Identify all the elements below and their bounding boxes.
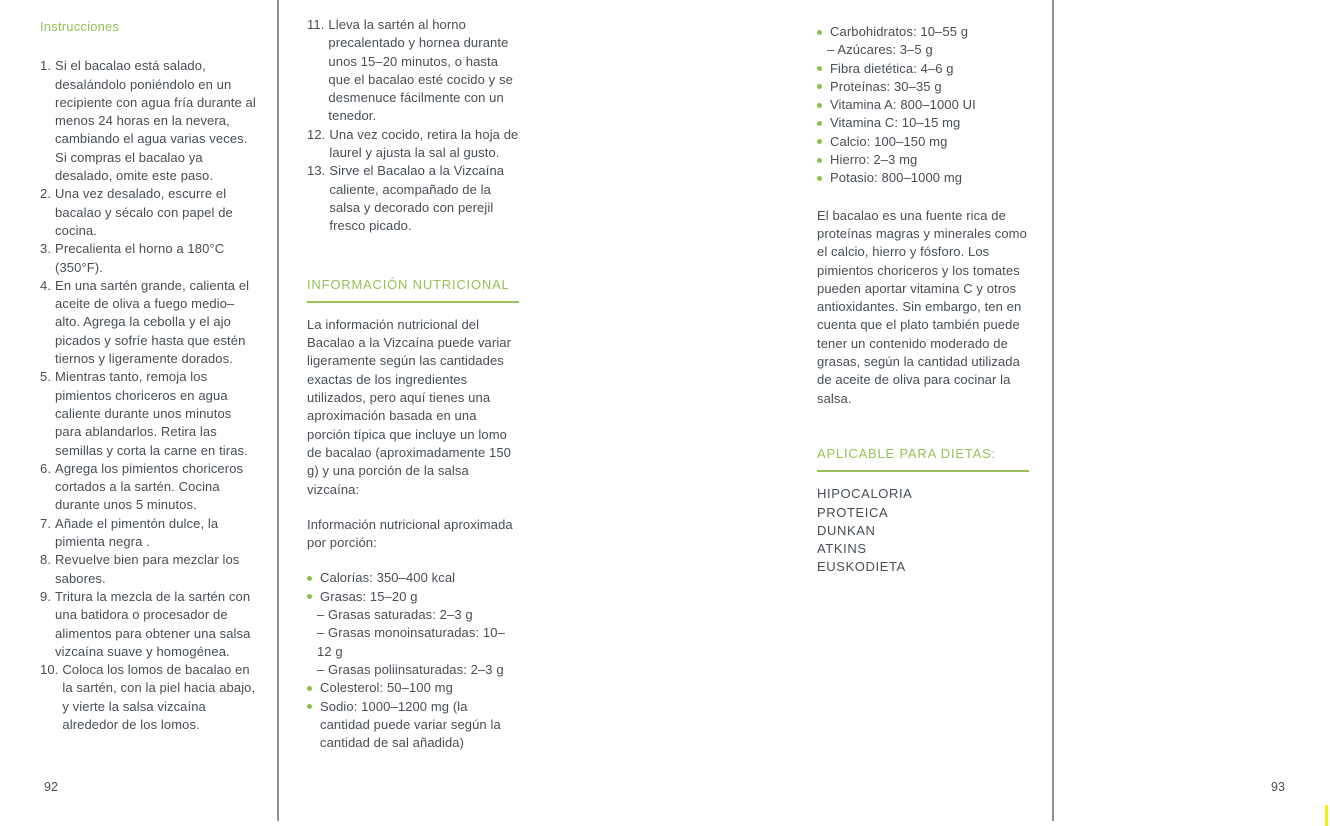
nutrition-continued-column (817, 23, 1029, 577)
nutrition-item (307, 606, 519, 624)
step-number: 11. (307, 17, 325, 32)
instructions-column (40, 18, 256, 734)
nutrition-item-text: Proteínas: 30–35 g (830, 78, 942, 94)
instruction-step (40, 551, 256, 588)
bullet-dot-icon (817, 176, 822, 181)
diets-section-heading: APLICABLE PARA DIETAS: (817, 445, 1029, 472)
instruction-step (307, 16, 519, 126)
step-text: En una sartén grande, calienta el aceite de oliva a fuego medio–alto. Agrega la cebolla y el ajo picados y sofríe hasta que estén tiernos y ligeramente dorados. (55, 277, 250, 367)
bullet-dot-icon (817, 84, 822, 89)
nutrition-item-text: Hierro: 2–3 mg (830, 152, 918, 168)
nutrition-item-text: – Grasas monoinsaturadas: 10–12 g (317, 625, 505, 659)
nutrition-item-text: Grasas: 15–20 g (320, 588, 418, 604)
nutrition-item (817, 23, 1029, 41)
step-text: Revuelve bien para mezclar los sabores. (55, 552, 240, 586)
nutrition-item (817, 78, 1029, 96)
instruction-steps-11-13 (307, 16, 519, 236)
instruction-step (40, 515, 256, 552)
diet-list (817, 485, 1029, 576)
step-text: Sirve el Bacalao a la Vizcaína caliente, acompañado de la salsa y decorado con perejil fresco picado. (329, 163, 505, 234)
step-number: 9. (40, 588, 52, 604)
instruction-step (40, 368, 256, 459)
nutrition-item (817, 133, 1029, 151)
nutrition-intro-paragraph: La información nutricional del Bacalao a la Vizcaína puede variar ligeramente según las cantidades exactas de los ingredientes utilizados, pero aquí tienes una aproximación basada en una porción típica que incluye un lomo de bacalao (aproximadamente 150 g) y una porción de la salsa vizcaína: (307, 316, 512, 497)
nutrition-item-text: – Grasas poliinsaturadas: 2–3 g (317, 661, 504, 677)
step-text: Una vez desalado, escurre el bacalao y sécalo con papel de cocina. (55, 186, 233, 238)
bullet-dot-icon (817, 139, 822, 144)
bullet-dot-icon (307, 704, 312, 709)
step-number: 5. (40, 369, 52, 385)
step-number: 12. (307, 126, 326, 142)
step-number: 3. (40, 241, 52, 257)
instruction-step (40, 57, 256, 185)
nutrition-item-text: Calcio: 100–150 mg (830, 133, 948, 149)
nutrition-item (307, 679, 519, 697)
instruction-step (40, 460, 256, 515)
step-text: Una vez cocido, retira la hoja de laurel y ajusta la sal al gusto. (329, 126, 519, 161)
nutrition-item-text: Fibra dietética: 4–6 g (830, 60, 954, 76)
instruction-step (40, 240, 256, 277)
step-number: 1. (40, 58, 52, 74)
step-number: 2. (40, 186, 52, 202)
diet-name: DUNKAN (817, 522, 876, 538)
nutrition-item-text: Calorías: 350–400 kcal (320, 570, 456, 586)
bullet-dot-icon (817, 66, 822, 71)
nutrition-item (817, 96, 1029, 114)
instruction-step (40, 277, 256, 368)
nutrition-item (307, 698, 519, 753)
nutrition-item (817, 169, 1029, 187)
bullet-dot-icon (307, 594, 312, 599)
step-number: 6. (40, 460, 52, 476)
nutrition-item-text: Vitamina A: 800–1000 UI (830, 97, 976, 113)
nutrition-item (817, 41, 1029, 59)
nutrition-item-text: – Grasas saturadas: 2–3 g (317, 607, 473, 623)
page-number-left: 92 (44, 780, 58, 794)
diet-name: ATKINS (817, 541, 867, 557)
corner-highlight-mark (1325, 805, 1328, 826)
step-text: Añade el pimentón dulce, la pimienta negra . (55, 515, 219, 550)
column-divider-right (1052, 0, 1054, 821)
instruction-step (40, 588, 256, 661)
nutrition-item (817, 114, 1029, 132)
step-number: 7. (40, 515, 52, 531)
bullet-dot-icon (307, 686, 312, 691)
nutrition-item-text: Colesterol: 50–100 mg (320, 680, 453, 696)
nutrition-item-text: Potasio: 800–1000 mg (830, 170, 963, 186)
instruction-step (307, 126, 519, 163)
nutrition-item (307, 588, 519, 606)
nutrition-item-text: Vitamina C: 10–15 mg (830, 115, 961, 131)
nutrition-item (817, 151, 1029, 169)
nutrition-item-text: Carbohidratos: 10–55 g (830, 24, 969, 39)
bullet-dot-icon (307, 576, 312, 581)
step-text: Lleva la sartén al horno precalentado y hornea durante unos 15–20 minutos, o hasta que el bacalao esté cocido y se desmenuce fácilmente con un tenedor. (328, 17, 513, 124)
nutrition-list-left (307, 569, 519, 752)
bullet-dot-icon (817, 158, 822, 163)
bullet-dot-icon (817, 121, 822, 126)
per-serving-label: Información nutricional aproximada por porción: (307, 516, 513, 551)
nutrition-item (307, 624, 519, 661)
nutrition-summary-paragraph: El bacalao es una fuente rica de proteínas magras y minerales como el calcio, hierro y fósforo. Los pimientos choriceros y los tomates pueden aportar vitamina C y otros antioxidantes. Sin embargo, ten en cuenta que el plato también puede tener un contenido moderado de grasas, según la cantidad utilizada de aceite de oliva para cocinar la salsa. (817, 207, 1027, 406)
nutrition-item (307, 569, 519, 587)
nutrition-item-text: Sodio: 1000–1200 mg (la cantidad puede variar según la cantidad de sal añadida) (320, 698, 501, 751)
instructions-continued-column (307, 16, 519, 752)
nutrition-item-text: – Azúcares: 3–5 g (827, 42, 933, 58)
step-text: Precalienta el horno a 180°C (350°F). (55, 241, 225, 275)
step-number: 8. (40, 552, 52, 568)
page-number-right: 93 (1271, 780, 1285, 794)
instruction-step (40, 185, 256, 240)
nutrition-item (817, 60, 1029, 78)
nutrition-item (307, 661, 519, 679)
bullet-dot-icon (817, 30, 822, 35)
diet-name: HIPOCALORIA (817, 486, 913, 502)
step-text: Tritura la mezcla de la sartén con una batidora o procesador de alimentos para obtener una salsa vizcaína suave y homogénea. (55, 588, 251, 659)
step-text: Mientras tanto, remoja los pimientos choriceros en agua caliente durante unos minutos para ablandarlos. Retira las semillas y corta la carne en tiras. (55, 369, 248, 458)
instruction-step (307, 162, 519, 235)
step-text: Coloca los lomos de bacalao en la sartén, con la piel hacia abajo, y vierte la salsa vizcaína alrededor de los lomos. (62, 662, 256, 732)
instruction-step (40, 661, 256, 734)
nutrition-list-right (817, 23, 1029, 188)
step-number: 10. (40, 662, 59, 678)
diet-name: EUSKODIETA (817, 559, 906, 575)
nutrition-section-heading: INFORMACIÓN NUTRICIONAL (307, 276, 519, 303)
diet-name: PROTEICA (817, 504, 889, 520)
instruction-steps-1-10 (40, 57, 256, 734)
step-number: 13. (307, 163, 326, 179)
step-text: Si el bacalao está salado, desalándolo poniéndolo en un recipiente con agua fría durante al menos 24 horas en la nevera, cambiando el agua varias veces. Si compras el bacalao ya desalado, omite este paso. (55, 58, 256, 184)
instructions-heading: Instrucciones (40, 19, 120, 34)
step-number: 4. (40, 277, 52, 293)
step-text: Agrega los pimientos choriceros cortados a la sartén. Cocina durante unos 5 minutos. (55, 460, 244, 513)
bullet-dot-icon (817, 103, 822, 108)
column-divider-left (277, 0, 279, 821)
